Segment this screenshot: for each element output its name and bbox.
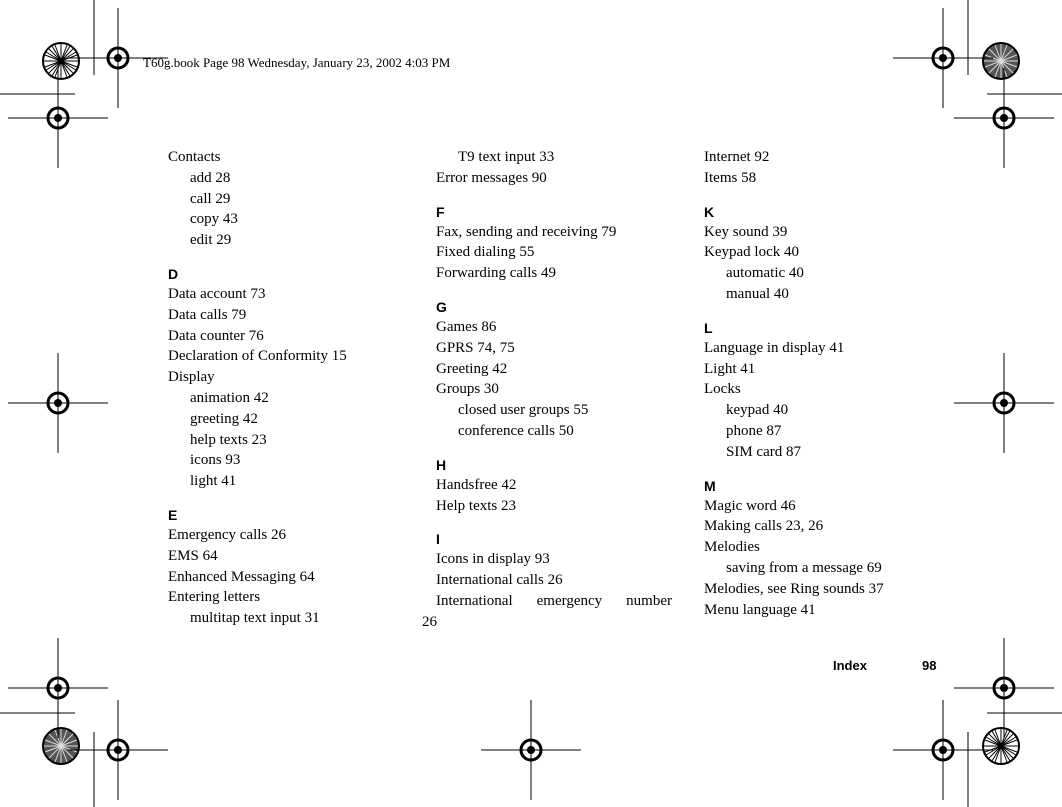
index-entry: Internet 92 <box>704 149 770 165</box>
index-entry: Melodies <box>704 539 760 556</box>
index-entry: Fax, sending and receiving 79 <box>436 223 617 240</box>
index-subentry: add 28 <box>190 169 231 186</box>
index-entry: Icons in display 93 <box>436 551 550 568</box>
index-subentry: automatic 40 <box>726 265 804 282</box>
index-entry: EMS 64 <box>168 547 218 564</box>
index-subentry: saving from a message 69 <box>726 559 882 576</box>
index-subentry: icons 93 <box>190 452 241 469</box>
index-entry: Emergency calls 26 <box>168 526 287 543</box>
index-entry: Light 41 <box>704 360 756 377</box>
index-entry: Menu language 41 <box>704 601 816 618</box>
index-entry: Entering letters <box>168 589 261 606</box>
index-entry: GPRS 74, 75 <box>436 339 515 356</box>
index-entry: Enhanced Messaging 64 <box>168 568 315 585</box>
section-letter: F <box>436 203 445 220</box>
section-letter: L <box>704 319 713 336</box>
index-subentry: manual 40 <box>726 285 789 302</box>
index-entry: Declaration of Conformity 15 <box>168 348 347 365</box>
section-letter: I <box>436 531 440 548</box>
index-entry: Locks <box>704 381 741 398</box>
index-entry: Games 86 <box>436 318 497 335</box>
section-letter: M <box>704 477 716 494</box>
index-subentry: SIM card 87 <box>726 443 801 460</box>
footer-page-number: 98 <box>922 658 937 673</box>
index-subentry: multitap text input 31 <box>190 610 320 627</box>
index-subentry: phone 87 <box>726 422 782 439</box>
index-entry: Fixed dialing 55 <box>436 244 535 261</box>
index-entry: Language in display 41 <box>704 339 845 356</box>
index-subentry: light 41 <box>190 473 237 490</box>
index-column-1 <box>168 147 408 629</box>
index-subentry: closed user groups 55 <box>458 402 589 419</box>
index-subentry: call 29 <box>190 190 231 207</box>
index-entry: Key sound 39 <box>704 223 788 240</box>
index-entry: Making calls 23, 26 <box>704 518 824 535</box>
footer-section-label: Index <box>833 658 867 673</box>
index-entry: Melodies, see Ring sounds 37 <box>704 580 884 597</box>
index-entry: Forwarding calls 49 <box>436 265 556 282</box>
index-subentry: T9 text input 33 <box>458 149 555 165</box>
index-entry: Items 58 <box>704 169 757 186</box>
index-entry: Greeting 42 <box>436 360 508 377</box>
index-subentry: animation 42 <box>190 389 269 406</box>
index-subentry: keypad 40 <box>726 402 789 419</box>
index-subentry: copy 43 <box>190 211 238 228</box>
index-subentry: greeting 42 <box>190 410 258 427</box>
index-column-3 <box>704 147 944 620</box>
index-subentry: help texts 23 <box>190 431 267 448</box>
index-entry: Magic word 46 <box>704 497 796 514</box>
index-entry: Help texts 23 <box>436 497 516 514</box>
index-entry: Groups 30 <box>436 381 499 398</box>
section-letter: K <box>704 203 715 220</box>
index-subentry: edit 29 <box>190 232 232 249</box>
section-letter: H <box>436 456 447 473</box>
index-entry: Data counter 76 <box>168 327 264 344</box>
section-letter: D <box>168 265 179 282</box>
section-letter: E <box>168 506 178 523</box>
section-letter: G <box>436 298 447 315</box>
index-entry: Contacts <box>168 149 221 165</box>
index-subentry: conference calls 50 <box>458 422 574 439</box>
index-entry-continuation: 26 <box>422 613 437 630</box>
index-entry: Keypad lock 40 <box>704 244 799 261</box>
book-header: T60g.book Page 98 Wednesday, January 23, 2002 4:03 PM <box>143 55 451 70</box>
index-entry: International calls 26 <box>436 572 563 589</box>
index-entry: Handsfree 42 <box>436 476 517 493</box>
index-entry: Display <box>168 369 215 386</box>
index-entry-justified: International emergency number <box>436 592 672 609</box>
index-entry: Error messages 90 <box>436 169 547 186</box>
index-entry: Data calls 79 <box>168 306 247 323</box>
index-column-2 <box>422 147 672 633</box>
index-entry: Data account 73 <box>168 285 266 302</box>
